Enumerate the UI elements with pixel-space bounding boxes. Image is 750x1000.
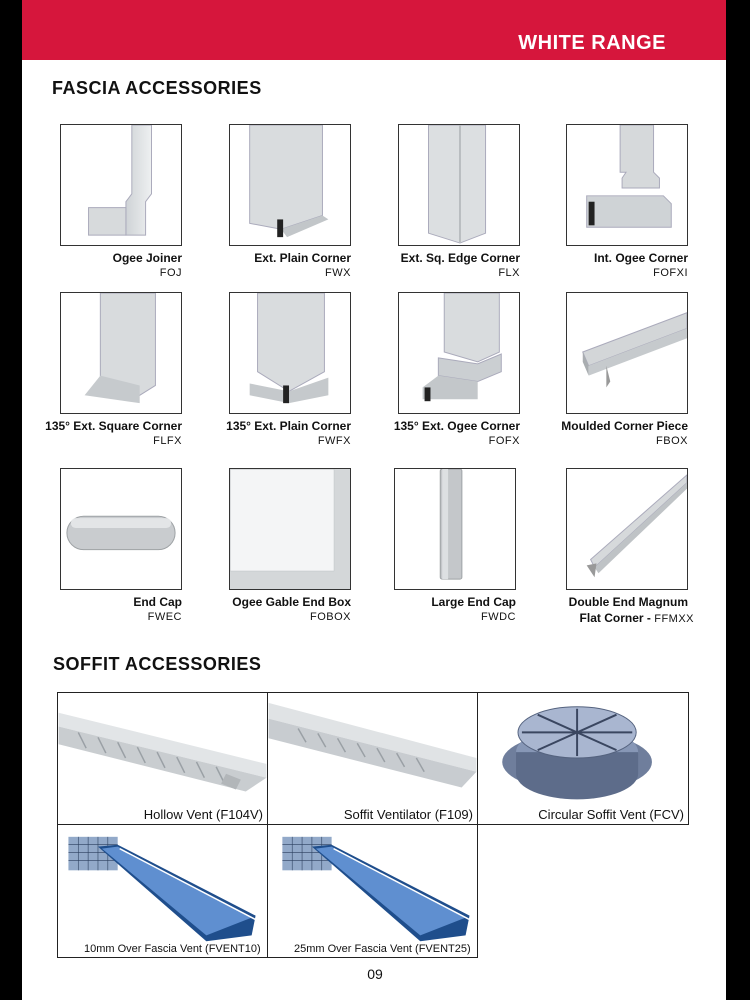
end-cap-code: FWEC: [147, 611, 182, 623]
ogee-gable-end-box-code: FOBOX: [309, 611, 351, 623]
135-ext-ogee-corner-name: 135° Ext. Ogee Corner: [393, 419, 520, 433]
135-ext-plain-corner-image: [229, 292, 351, 414]
circular-soffit-vent-image: [478, 693, 688, 824]
soffit-cell-circular-soffit-vent: [477, 692, 689, 825]
double-end-magnum-name-line2: [580, 611, 694, 625]
page-number: 09: [367, 966, 383, 982]
135-ext-square-corner-image: [60, 292, 182, 414]
large-end-cap-image: [394, 468, 516, 590]
ogee-gable-end-box-image: [229, 468, 351, 590]
ogee-gable-end-box-name: Ogee Gable End Box: [232, 595, 351, 609]
circular-soffit-vent-label: Circular Soffit Vent (FCV): [538, 807, 684, 822]
fvent25-image: [268, 825, 477, 957]
product-card-int-ogee-corner: [566, 124, 688, 284]
int-ogee-corner-code: FOFXI: [653, 267, 688, 279]
product-card-135-ext-ogee-corner: [393, 292, 520, 452]
product-card-large-end-cap: [394, 468, 516, 628]
135-ext-plain-corner-code: FWFX: [317, 435, 351, 447]
ext-plain-corner-image: [229, 124, 351, 246]
135-ext-plain-corner-name: 135° Ext. Plain Corner: [226, 419, 351, 433]
product-card-ogee-gable-end-box: [229, 468, 351, 628]
ogee-joiner-code: FOJ: [159, 267, 182, 279]
range-title: WHITE RANGE: [518, 32, 666, 54]
soffit-ventilator-image: [268, 693, 477, 824]
soffit-accessories-grid: [57, 692, 689, 958]
end-cap-name: End Cap: [133, 595, 182, 609]
product-card-end-cap: [60, 468, 182, 628]
soffit-section-title: SOFFIT ACCESSORIES: [53, 654, 262, 674]
ext-plain-corner-code: FWX: [325, 267, 351, 279]
left-frame-border: [0, 0, 22, 1000]
soffit-cell-fvent25: [267, 824, 478, 958]
double-end-magnum-name-line1: Double End Magnum: [568, 595, 688, 609]
ogee-joiner-name: Ogee Joiner: [112, 251, 182, 265]
header-banner: [22, 0, 726, 60]
right-frame-border: [726, 0, 750, 1000]
large-end-cap-name: Large End Cap: [431, 595, 516, 609]
ext-sq-edge-corner-image: [398, 124, 520, 246]
double-end-magnum-image: [566, 468, 688, 590]
product-card-135-ext-plain-corner: [226, 292, 351, 452]
int-ogee-corner-image: [566, 124, 688, 246]
product-card-135-ext-square-corner: [45, 292, 182, 452]
135-ext-ogee-corner-image: [398, 292, 520, 414]
product-card-moulded-corner-piece: [561, 292, 688, 452]
moulded-corner-piece-name: Moulded Corner Piece: [561, 419, 688, 433]
moulded-corner-piece-image: [566, 292, 688, 414]
double-end-magnum-name-line2-text: Flat Corner -: [579, 611, 651, 625]
double-end-magnum-code: FFMXX: [654, 613, 694, 625]
135-ext-square-corner-name: 135° Ext. Square Corner: [45, 419, 182, 433]
ext-sq-edge-corner-code: FLX: [498, 267, 520, 279]
moulded-corner-piece-code: FBOX: [656, 435, 688, 447]
product-card-double-end-magnum: [566, 468, 694, 628]
ogee-joiner-image: [60, 124, 182, 246]
large-end-cap-code: FWDC: [481, 611, 516, 623]
soffit-cell-soffit-ventilator: [267, 692, 478, 825]
fascia-section-title: FASCIA ACCESSORIES: [52, 78, 262, 98]
ext-plain-corner-name: Ext. Plain Corner: [254, 251, 351, 265]
soffit-cell-fvent10: [57, 824, 268, 958]
int-ogee-corner-name: Int. Ogee Corner: [593, 251, 688, 265]
135-ext-ogee-corner-code: FOFX: [488, 435, 520, 447]
product-card-ext-plain-corner: [229, 124, 351, 284]
135-ext-square-corner-code: FLFX: [153, 435, 182, 447]
fvent25-label: 25mm Over Fascia Vent (FVENT25): [294, 943, 471, 955]
ext-sq-edge-corner-name: Ext. Sq. Edge Corner: [400, 251, 520, 265]
product-card-ogee-joiner: [60, 124, 182, 284]
hollow-vent-label: Hollow Vent (F104V): [143, 807, 263, 822]
hollow-vent-image: [58, 693, 267, 824]
soffit-cell-hollow-vent: [57, 692, 268, 825]
fvent10-image: [58, 825, 267, 957]
fvent10-label: 10mm Over Fascia Vent (FVENT10): [84, 943, 261, 955]
end-cap-image: [60, 468, 182, 590]
product-card-ext-sq-edge-corner: [398, 124, 520, 284]
soffit-ventilator-label: Soffit Ventilator (F109): [343, 807, 473, 822]
